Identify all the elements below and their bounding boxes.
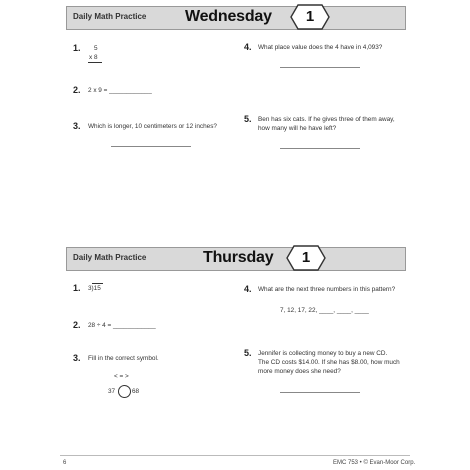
wednesday-q3-number: 3. — [73, 121, 81, 131]
wednesday-q5-answer-line — [280, 148, 360, 149]
wednesday-q5-line1: Ben has six cats. If he gives three of them away, — [258, 116, 395, 123]
wednesday-q3-text: Which is longer, 10 centimeters or 12 inches? — [88, 123, 217, 130]
thursday-q1-number: 1. — [73, 283, 81, 293]
wednesday-q2-number: 2. — [73, 85, 81, 95]
thursday-q5-number: 5. — [244, 348, 252, 358]
wednesday-q1-number: 1. — [73, 43, 81, 53]
wednesday-q4-text: What place value does the 4 have in 4,093? — [258, 44, 383, 51]
thursday-q5-line3: more money does she need? — [258, 368, 341, 375]
thursday-header-label: Daily Math Practice — [73, 253, 147, 262]
wednesday-hexagon-badge — [290, 4, 330, 30]
thursday-q3-right-value: 68 — [132, 388, 140, 395]
thursday-q5-line1: Jennifer is collecting money to buy a new CD. — [258, 350, 388, 357]
wednesday-header-label: Daily Math Practice — [73, 12, 147, 21]
page-number: 6 — [63, 460, 67, 466]
footer-rule — [60, 455, 410, 456]
thursday-q3-symbol-choices: < = > — [114, 373, 129, 380]
thursday-q2-number: 2. — [73, 320, 81, 330]
wednesday-q4-answer-line — [280, 67, 360, 68]
thursday-q1-text: 3)15 — [88, 285, 101, 292]
wednesday-q5-number: 5. — [244, 114, 252, 124]
thursday-q4-number: 4. — [244, 284, 252, 294]
thursday-q3-text: Fill in the correct symbol. — [88, 355, 159, 362]
wednesday-q3-answer-line — [111, 146, 191, 147]
wednesday-q1-bottom: x 8 — [89, 54, 98, 61]
publisher-credit: EMC 753 • © Evan-Moor Corp. — [333, 460, 416, 466]
thursday-hexagon-badge — [286, 245, 326, 271]
wednesday-q4-number: 4. — [244, 42, 252, 52]
wednesday-week-number: 1 — [305, 8, 315, 25]
thursday-q4-text: What are the next three numbers in this pattern? — [258, 286, 396, 293]
thursday-q3-answer-circle[interactable] — [118, 385, 131, 398]
wednesday-q5-line2: how many will he have left? — [258, 125, 337, 132]
wednesday-q2-text: 2 x 9 = ____________ — [88, 87, 152, 94]
thursday-week-number: 1 — [301, 249, 311, 266]
wednesday-q1-rule — [88, 62, 102, 63]
thursday-q3-left-value: 37 — [108, 388, 116, 395]
thursday-q2-text: 28 ÷ 4 = ____________ — [88, 322, 156, 329]
thursday-q3-number: 3. — [73, 353, 81, 363]
thursday-day-title: Thursday — [203, 249, 274, 266]
thursday-q5-line2: The CD costs $14.00. If she has $8.00, how much — [258, 359, 400, 366]
wednesday-q1-top: 5 — [94, 45, 98, 52]
wednesday-day-title: Wednesday — [185, 8, 272, 25]
thursday-q4-pattern: 7, 12, 17, 22, ____, ____, ____ — [280, 307, 369, 314]
thursday-q1-division-bar — [92, 283, 103, 284]
thursday-q5-answer-line — [280, 392, 360, 393]
